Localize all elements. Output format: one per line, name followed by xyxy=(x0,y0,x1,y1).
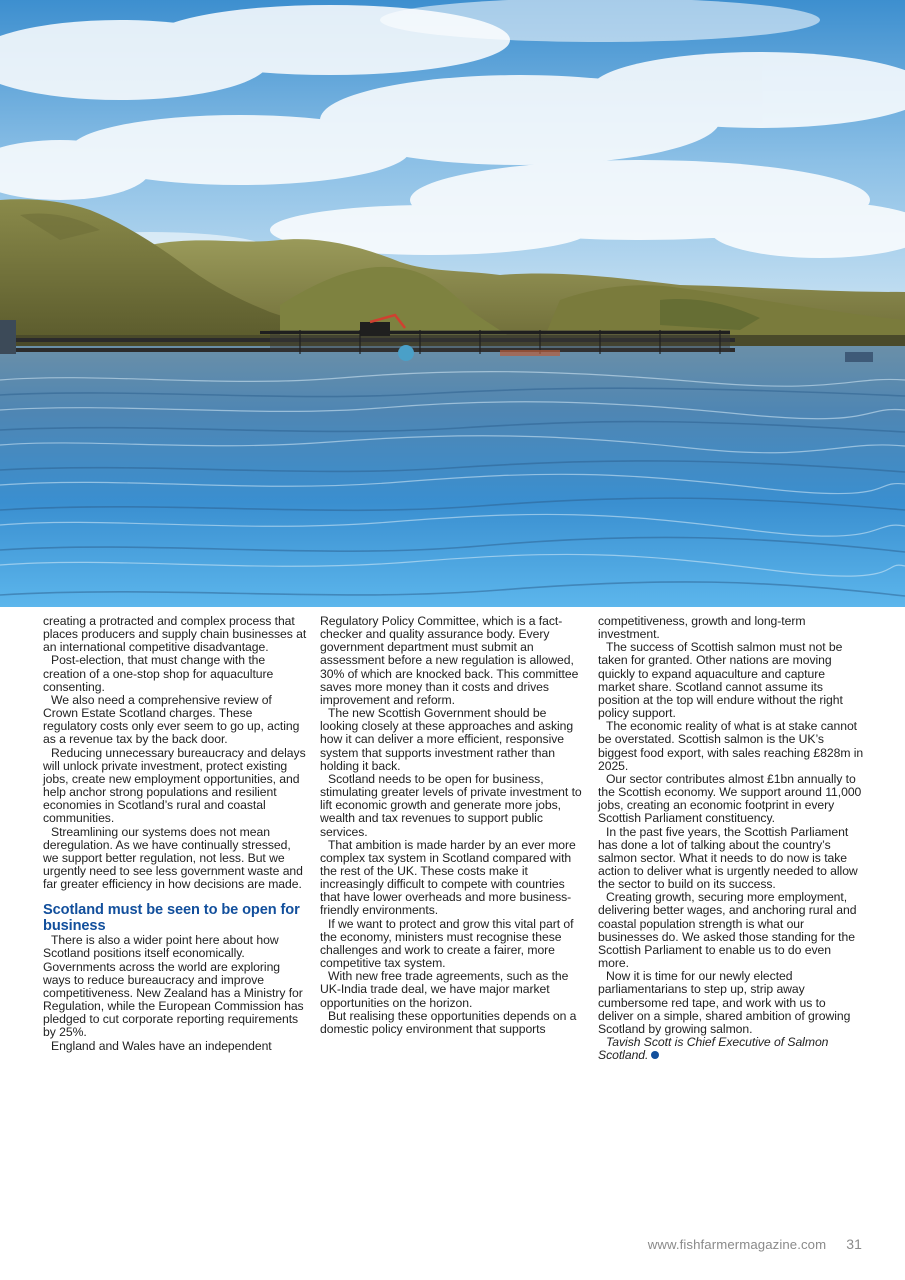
paragraph: The new Scottish Government should be looking closely at these approaches and asking how it can deliver a more efficient, responsive system that supports investment rather than holding it back. xyxy=(320,706,574,773)
paragraph: In the past five years, the Scottish Parliament has done a lot of talking about the country’s salmon sector. What it needs to do now is take action to deliver what is urgently needed to allow the sector to build on its success. xyxy=(598,824,858,892)
page-footer xyxy=(648,1236,862,1252)
paragraph: With new free trade agreements, such as the UK-India trade deal, we have major market opportunities on the horizon. xyxy=(320,969,569,1010)
paragraph: There is also a wider point here about how Scotland positions itself economically. Governments across the world are exploring ways to reduce bureaucracy and improve competitiveness. New Zealand has a Ministry for Regulation, while the European Commission has pledged to cut corporate reporting requirements by 25%. xyxy=(43,933,304,1040)
page-number: 31 xyxy=(846,1236,862,1252)
paragraph: But realising these opportunities depends on a domestic policy environment that supports xyxy=(320,1008,577,1036)
end-mark-icon xyxy=(651,1051,659,1059)
paragraph: Reducing unnecessary bureaucracy and delays will unlock private investment, protect existing jobs, create new employment opportunities, and help anchor strong populations and resilient economies in Scotland’s rural and coastal communities. xyxy=(43,745,306,826)
paragraph: That ambition is made harder by an ever more complex tax system in Scotland compared with the rest of the UK. These costs make it increasingly difficult to compete with countries that have lower overheads and more business-friendly environments. xyxy=(320,837,576,918)
paragraph: We also need a comprehensive review of Crown Estate Scotland charges. These regulatory costs only ever seem to go up, acting as a revenue tax by the back door. xyxy=(43,692,300,747)
photo-illustration xyxy=(0,0,905,607)
paragraph: If we want to protect and grow this vital part of the economy, ministers must recognise these challenges and work to create a fairer, more competitive tax system. xyxy=(320,916,574,971)
paragraph: Streamlining our systems does not mean deregulation. As we have continually stressed, we support better regulation, not less. But we urgently need to see less government waste and far greater efficiency in how decisions are made. xyxy=(43,824,303,892)
fish-farm-photo xyxy=(0,0,905,607)
column-1 xyxy=(43,615,309,1053)
paragraph: Scotland needs to be open for business, stimulating greater levels of private investment to lift economic growth and generate more jobs, wealth and tax revenues to support public services. xyxy=(320,771,582,839)
author-signoff xyxy=(598,1036,864,1062)
paragraph: England and Wales have an independent xyxy=(51,1038,272,1053)
column-2 xyxy=(320,615,586,1036)
paragraph: Our sector contributes almost £1bn annually to the Scottish economy. We support around 11,000 jobs, creating an economic footprint in every Scottish Parliament constituency. xyxy=(598,771,862,826)
footer-url: www.fishfarmermagazine.com xyxy=(647,1237,827,1252)
author-signoff-text: Tavish Scott is Chief Executive of Salmon Scotland. xyxy=(598,1035,829,1063)
column-3 xyxy=(598,615,864,1062)
paragraph: competitiveness, growth and long-term investment. xyxy=(598,614,806,642)
paragraph: Now it is time for our newly elected parliamentarians to step up, strip away cumbersome red tape, and work with us to deliver on a simple, shared ambition of growing Scotland by growing salmon. xyxy=(598,969,851,1036)
paragraph: Creating growth, securing more employment, delivering better wages, and anchoring rural and coastal population strength is what our businesses do. We asked those standing for the Scottish Parliament to enable us to do even more. xyxy=(598,890,857,971)
paragraph: The economic reality of what is at stake cannot be overstated. Scottish salmon is the UK’s biggest food export, with sales reaching £828m in 2025. xyxy=(598,719,864,773)
paragraph: creating a protracted and complex process that places producers and supply chain businesses at an international competitive disadvantage. xyxy=(43,614,307,655)
paragraph: Regulatory Policy Committee, which is a fact-checker and quality assurance body. Every government department must submit an assessment before a new regulation is allowed, 30% of which are knocked back. This committee saves more money than it costs and drives improvement and reform. xyxy=(320,614,579,707)
paragraph: The success of Scottish salmon must not be taken for granted. Other nations are moving quickly to expand aquaculture and capture market share. Scotland cannot assume its position at the top will endure without the right policy support. xyxy=(598,640,843,721)
subheading: Scotland must be seen to be open for business xyxy=(43,902,300,934)
paragraph: Post-election, that must change with the creation of a one-stop shop for aquaculture consenting. xyxy=(43,653,274,694)
